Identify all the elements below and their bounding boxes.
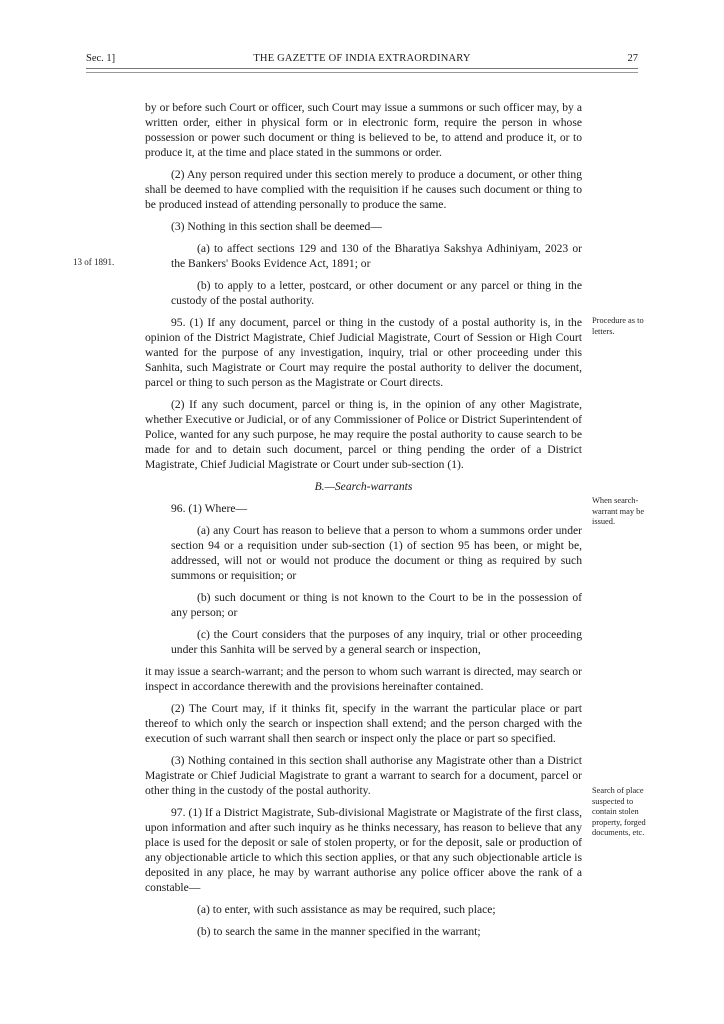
- paragraph: (2) The Court may, if it thinks fit, specify in the warrant the particular place or part thereof to which only the search or inspection shall extend; and the person charged with the execution of such warrant shall then search or inspect only the place or part so specified.: [145, 702, 582, 745]
- paragraph: by or before such Court or officer, such Court may issue a summons or such officer may, by a written order, either in physical form or in electronic form, require the person in whose possession or power such document or thing is believed to be, to attend and produce it, or to produce it, at the time and place stated in the summons or order.: [145, 101, 582, 159]
- section-label: Sec. 1]: [86, 53, 116, 64]
- section-97: 97. (1) If a District Magistrate, Sub-divisional Magistrate or Magistrate of the first class, upon information and after such inquiry as he thinks necessary, has reason to believe that any place is used for the deposit or sale of stolen property, or for the deposit, sale or production of any objectionable article to which this section applies, or that any such objectionable article is deposited in any place, he may by warrant authorise any police officer above the rank of a constable—: [145, 806, 582, 894]
- page-number: 27: [627, 53, 638, 64]
- page-header: [86, 53, 638, 69]
- paragraph: (3) Nothing contained in this section shall authorise any Magistrate other than a District Magistrate or Chief Judicial Magistrate to grant a warrant to search for a document, parcel or other thing in the custody of the postal authority.: [145, 754, 582, 797]
- margin-note-97: Search of place suspected to contain stolen property, forged documents, etc.: [592, 786, 646, 837]
- clause: (a) to enter, with such assistance as may be required, such place;: [197, 903, 496, 916]
- subheading: B.—Search-warrants: [314, 480, 413, 493]
- clause: (a) any Court has reason to believe that a person to whom a summons order under section 94 or a requisition under sub-section (1) of section 95 has been, or might be, addressed, will not or would not produce the document or thing as required by such summons or requisition; or: [171, 524, 582, 582]
- clause: (b) to apply to a letter, postcard, or other document or any parcel or thing in the custody of the postal authority.: [171, 279, 582, 307]
- clause: (c) the Court considers that the purposes of any inquiry, trial or other proceeding under this Sanhita will be served by a general search or inspection,: [171, 628, 582, 656]
- section-95: 95. (1) If any document, parcel or thing in the custody of a postal authority is, in the opinion of the District Magistrate, Chief Judicial Magistrate, Court of Session or High Court wanted for the purpose of any investigation, inquiry, trial or other proceeding under this Sanhita, such Magistrate or Court may require the postal authority to deliver the document, parcel or thing to such person as the Magistrate or Court directs.: [145, 316, 582, 389]
- clause: (b) to search the same in the manner specified in the warrant;: [197, 925, 481, 938]
- paragraph: (2) Any person required under this section merely to produce a document, or other thing shall be deemed to have complied with the requisition if he causes such document or thing to be produced instead of attending personally to produce the same.: [145, 168, 582, 211]
- header-rule: [86, 68, 638, 73]
- paragraph: it may issue a search-warrant; and the person to whom such warrant is directed, may search or inspect in accordance therewith and the provisions hereinafter contained.: [145, 665, 582, 693]
- clause: (a) to affect sections 129 and 130 of the Bharatiya Sakshya Adhiniyam, 2023 or the Bankers' Books Evidence Act, 1891; or: [171, 242, 582, 270]
- paragraph: (3) Nothing in this section shall be deemed—: [171, 220, 382, 233]
- section-96: 96. (1) Where—: [171, 502, 248, 515]
- body-text: [145, 100, 582, 946]
- paragraph: (2) If any such document, parcel or thing is, in the opinion of any other Magistrate, whether Executive or Judicial, or of any Commissioner of Police or District Superintendent of Police, wanted for any such purpose, he may require the postal authority to cause search to be made for and to detain such document, parcel or thing pending the order of a District Magistrate, Chief Judicial Magistrate or Court under sub-section (1).: [145, 398, 582, 471]
- gazette-title: THE GAZETTE OF INDIA EXTRAORDINARY: [253, 53, 471, 64]
- margin-note-95: Procedure as to letters.: [592, 316, 644, 336]
- clause: (b) such document or thing is not known to the Court to be in the possession of any person; or: [171, 591, 582, 619]
- margin-reference: 13 of 1891.: [73, 257, 115, 267]
- margin-note-96: When search-warrant may be issued.: [592, 496, 645, 526]
